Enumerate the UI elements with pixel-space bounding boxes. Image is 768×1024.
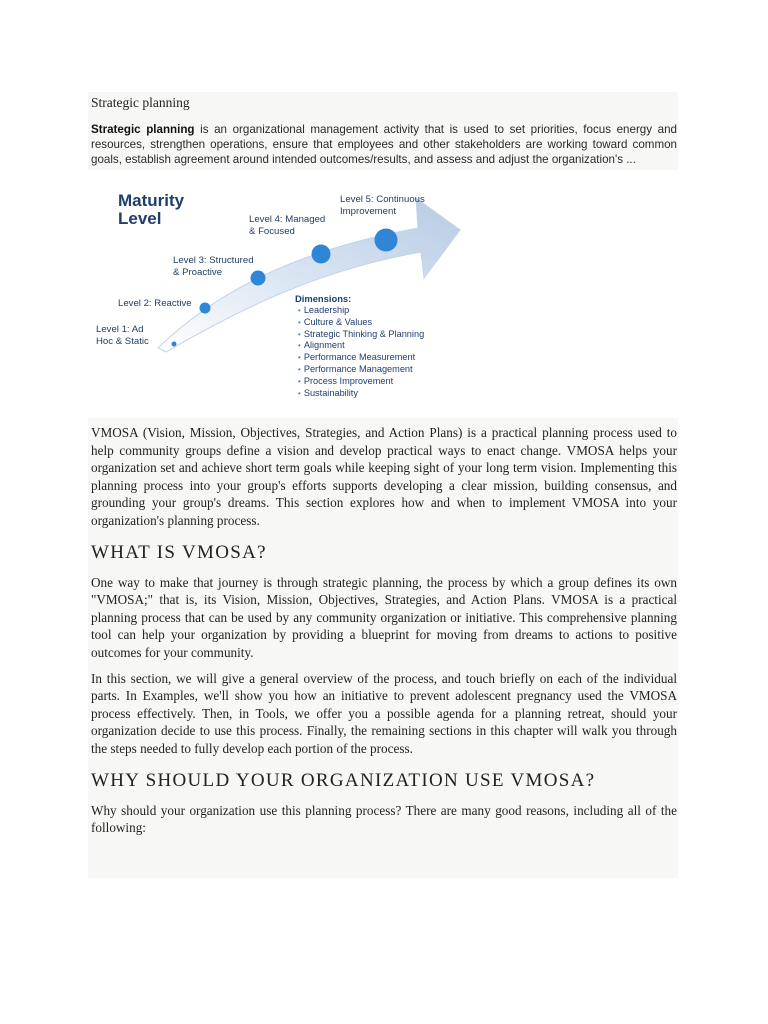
intro-bold-term: Strategic planning [91, 123, 195, 136]
dimension-item: • Culture & Values [298, 317, 424, 329]
level-4-label: Level 4: Managed & Focused [249, 214, 326, 237]
intro-text: is an organizational management activity that is used to set priorities, focus energy and resources, strengthen operations, ensure that employees and other stakeholders are working toward common goals, establish agreement around intended outcomes/results, and assess and adjust the organization's ... [91, 123, 677, 166]
why-paragraph-1: Why should your organization use this planning process? There are many good reasons, including all of the following: [91, 802, 677, 836]
dimension-item: • Process Improvement [298, 376, 424, 388]
document-body [88, 95, 678, 167]
intro-paragraph [91, 122, 677, 167]
what-is-paragraph-2: In this section, we will give a general overview of the process, and touch briefly on each of the individual parts. In Examples, we'll show you how an initiative to prevent adolescent pregnancy used the VMOSA process effectively. Then, in Tools, we offer you a possible agenda for a planning retreat, should your organization decide to use this process. Finally, the remaining sections in this chapter will walk you through the steps needed to fully develop each portion of the process. [91, 670, 677, 756]
figure-title: Maturity Level [118, 191, 185, 228]
document-title: Strategic planning [91, 95, 190, 110]
level-5-label: Level 5: Continuous Improvement [340, 194, 425, 217]
heading-why-use-vmosa: WHY SHOULD YOUR ORGANIZATION USE VMOSA? [91, 769, 596, 791]
level-1-label: Level 1: Ad Hoc & Static [96, 324, 149, 347]
dimension-item: • Performance Management [298, 364, 424, 376]
dimension-item: • Strategic Thinking & Planning [298, 329, 424, 341]
level-2-dot [200, 303, 211, 314]
level-3-label: Level 3: Structured & Proactive [173, 255, 254, 278]
maturity-level-figure [88, 170, 678, 418]
vmosa-intro-paragraph: VMOSA (Vision, Mission, Objectives, Strategies, and Action Plans) is a practical planning process used to help community groups define a vision and develop practical ways to enact change. VMOSA helps your organization set and achieve short term goals while keeping sight of your long term vision. Implementing this planning process into your group's efforts supports developing a clear mission, building consensus, and grounding your group's dreams. This section explores how and when to implement VMOSA into your organization's planning process. [91, 425, 677, 528]
heading-what-is-vmosa: WHAT IS VMOSA? [91, 541, 267, 563]
document-page [88, 92, 678, 878]
dimension-item: • Performance Measurement [298, 352, 424, 364]
level-5-dot [375, 229, 398, 252]
dimensions-title: Dimensions: [295, 293, 352, 304]
level-1-dot [172, 342, 177, 347]
level-2-label: Level 2: Reactive [118, 298, 192, 309]
dimension-item: • Leadership [298, 305, 424, 317]
dimension-item: • Alignment [298, 340, 424, 352]
dimension-item: • Sustainability [298, 388, 424, 400]
main-text [88, 424, 678, 837]
what-is-paragraph-1: One way to make that journey is through strategic planning, the process by which a group defines its own "VMOSA;" that is, its Vision, Mission, Objectives, Strategies, and Action Plans. VMOSA is a practical planning process that can be used by any community organization or initiative. This comprehensive planning tool can help your organization by providing a blueprint for moving from dreams to actions to positive outcomes for your community. [91, 574, 677, 660]
level-4-dot [312, 245, 331, 264]
dimensions-list [298, 305, 424, 399]
